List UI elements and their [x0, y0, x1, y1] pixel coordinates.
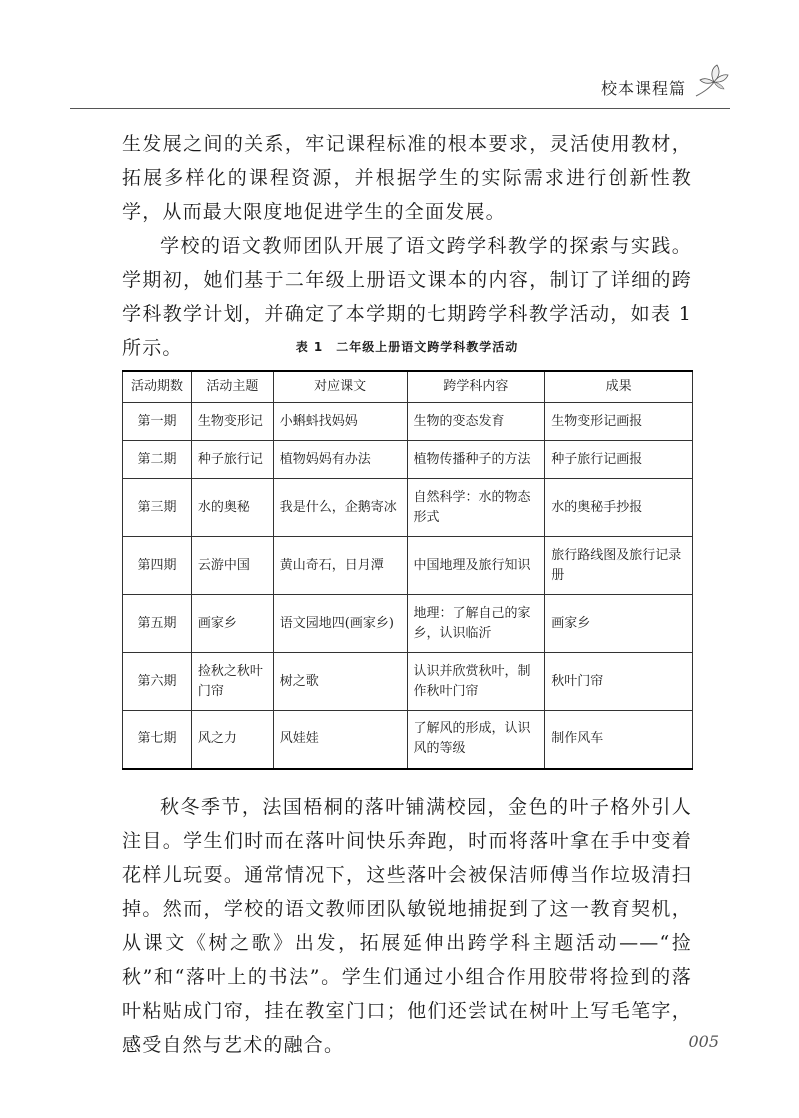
- table-row: [123, 441, 693, 479]
- body-paragraph-2: 学校的语文教师团队开展了语文跨学科教学的探索与实践。学期初，她们基于二年级上册语文课本的内容，制订了详细的跨学科教学计划，并确定了本学期的七期跨学科教学活动，如表 1 所示。: [122, 235, 692, 359]
- table-cell: 风娃娃: [273, 711, 407, 769]
- table-cell: 秋叶门帘: [545, 653, 693, 711]
- table-cell: 我是什么，企鹅寄冰: [273, 479, 407, 537]
- table-cell: 风之力: [191, 711, 273, 769]
- table-cell: 生物变形记: [191, 403, 273, 441]
- table-row: [123, 595, 693, 653]
- table-row: [123, 653, 693, 711]
- table-row: [123, 403, 693, 441]
- table-cell: 第三期: [123, 479, 192, 537]
- table-cell: 认识并欣赏秋叶，制作秋叶门帘: [407, 653, 545, 711]
- page-header: [70, 60, 730, 109]
- body-paragraph-1: 生发展之间的关系，牢记课程标准的根本要求，灵活使用教材，拓展多样化的课程资源，并根据学生的实际需求进行创新性教学，从而最大限度地促进学生的全面发展。: [122, 133, 692, 223]
- table-cell: 第四期: [123, 537, 192, 595]
- table-cell: 地理：了解自己的家乡，认识临沂: [407, 595, 545, 653]
- table-cell: 自然科学：水的物态形式: [407, 479, 545, 537]
- table-cell: 种子旅行记: [191, 441, 273, 479]
- table-cell: 水的奥秘: [191, 479, 273, 537]
- table-cell: 制作风车: [545, 711, 693, 769]
- table-cell: 生物的变态发育: [407, 403, 545, 441]
- table-cell: 了解风的形成，认识风的等级: [407, 711, 545, 769]
- column-header: 活动期数: [123, 371, 192, 403]
- column-header: 对应课文: [273, 371, 407, 403]
- table-cell: 小蝌蚪找妈妈: [273, 403, 407, 441]
- table-cell: 植物妈妈有办法: [273, 441, 407, 479]
- table-cell: 云游中国: [191, 537, 273, 595]
- table-caption: 表 1 二年级上册语文跨学科教学活动: [295, 340, 519, 354]
- table-cell: 黄山奇石，日月潭: [273, 537, 407, 595]
- table-cell: 画家乡: [545, 595, 693, 653]
- table-cell: 生物变形记画报: [545, 403, 693, 441]
- table-cell: 种子旅行记画报: [545, 441, 693, 479]
- table-cell: 第六期: [123, 653, 192, 711]
- column-header: 跨学科内容: [407, 371, 545, 403]
- table-cell: 第七期: [123, 711, 192, 769]
- section-title: 校本课程篇: [600, 79, 686, 98]
- table-cell: 水的奥秘手抄报: [545, 479, 693, 537]
- table-header-row: [123, 371, 693, 403]
- table-cell: 第一期: [123, 403, 192, 441]
- activity-table: [122, 370, 693, 770]
- table-cell: 树之歌: [273, 653, 407, 711]
- column-header: 活动主题: [191, 371, 273, 403]
- table-cell: 第五期: [123, 595, 192, 653]
- table-cell: 第二期: [123, 441, 192, 479]
- table-cell: 语文园地四(画家乡): [273, 595, 407, 653]
- column-header: 成果: [545, 371, 693, 403]
- table-cell: 中国地理及旅行知识: [407, 537, 545, 595]
- table-cell: 捡秋之秋叶门帘: [191, 653, 273, 711]
- table-row: [123, 537, 693, 595]
- table-cell: 植物传播种子的方法: [407, 441, 545, 479]
- table-row: [123, 479, 693, 537]
- table-cell: 旅行路线图及旅行记录册: [545, 537, 693, 595]
- table-row: [123, 711, 693, 769]
- page-number: 005: [688, 1032, 719, 1051]
- magnolia-flower-icon: [690, 62, 730, 102]
- table-cell: 画家乡: [191, 595, 273, 653]
- body-paragraph-3: 秋冬季节，法国梧桐的落叶铺满校园，金色的叶子格外引人注目。学生们时而在落叶间快乐奔跑，时而将落叶拿在手中变着花样儿玩耍。通常情况下，这些落叶会被保洁师傅当作垃圾清扫掉。然而，学校的语文教师团队敏锐地捕捉到了这一教育契机，从课文《树之歌》出发，拓展延伸出跨学科主题活动——“捡秋”和“落叶上的书法”。学生们通过小组合作用胶带将捡到的落叶粘贴成门帘，挂在教室门口；他们还尝试在树叶上写毛笔字，感受自然与艺术的融合。: [122, 796, 692, 1056]
